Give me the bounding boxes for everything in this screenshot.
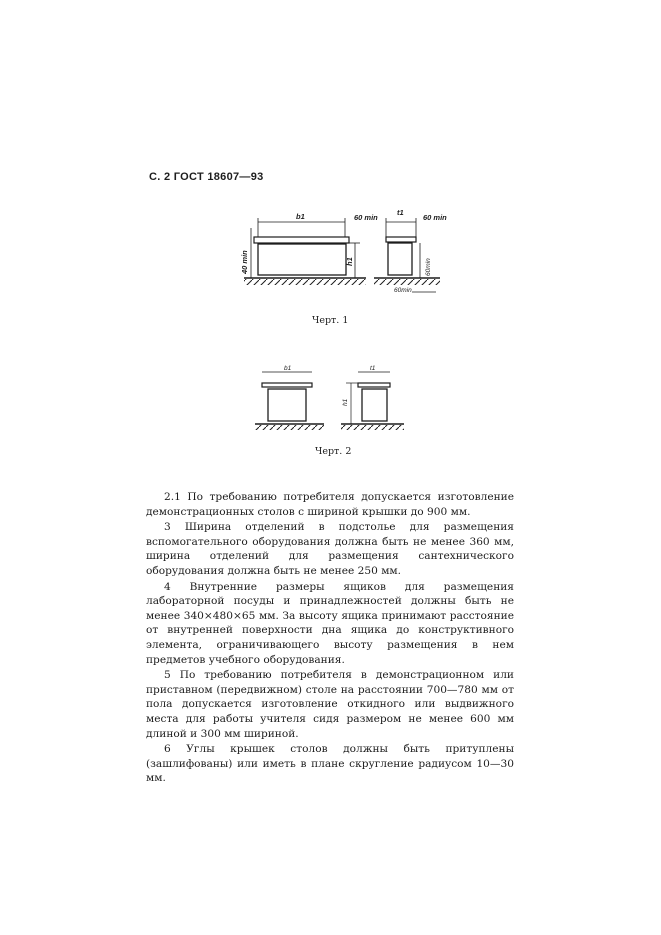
fig1-b1-label: b1 <box>296 212 305 221</box>
fig2-h1-label: h1 <box>342 398 349 406</box>
fig1-60min-vertical-label: 60min <box>425 258 432 276</box>
paragraph-4: 4 Внутренние размеры ящиков для размещения лабораторной посуды и принадлежностей должны быть не менее 340×480×65 мм. За высоту ящика принимают расстояние от внутренней поверхности дна ящика до конструктивного элемента, ограничивающего высоту размещения в нем предметов учебного оборудования. <box>146 580 514 666</box>
fig2-t1-label: t1 <box>370 365 376 372</box>
fig1-h1-label: h1 <box>345 257 354 266</box>
paragraph-3: 3 Ширина отделений в подстолье для размещения вспомогательного оборудования должна быть не менее 360 мм, ширина отделений для размещения сантехнического оборудования должна быть не менее 250 мм. <box>146 521 514 577</box>
fig2-table-side <box>341 372 404 430</box>
figure-1-caption: Черт. 1 <box>312 315 349 326</box>
fig1-40min-label: 40 min <box>240 250 249 274</box>
body-text <box>146 490 514 787</box>
fig2-table-front <box>255 372 324 430</box>
fig1-60min-right-label: 60 min <box>423 213 447 222</box>
paragraph-2-1: 2.1 По требованию потребителя допускается изготовление демонстрационных столов с шириной крышки до 900 мм. <box>146 491 514 518</box>
fig1-table-front <box>244 218 366 285</box>
fig2-b1-label: b1 <box>284 365 292 372</box>
figure-2-caption: Черт. 2 <box>315 446 352 457</box>
page-header: С. 2 ГОСТ 18607—93 <box>149 171 264 183</box>
fig1-table-side <box>374 218 440 292</box>
paragraph-6: 6 Углы крышек столов должны быть притуплены (зашлифованы) или иметь в плане скругление радиусом 10—30 мм. <box>146 743 514 785</box>
paragraph-5: 5 По требованию потребителя в демонстрационном или приставном (передвижном) столе на расстоянии 700—780 мм от пола допускается изготовление откидного или выдвижного места для работы учителя сидя размером не менее 600 мм длиной и 300 мм шириной. <box>146 669 514 740</box>
fig1-60min-left-label: 60 min <box>354 213 378 222</box>
fig1-60min-bottom-label: 60min <box>394 287 412 294</box>
fig1-t1-label: t1 <box>397 208 404 217</box>
